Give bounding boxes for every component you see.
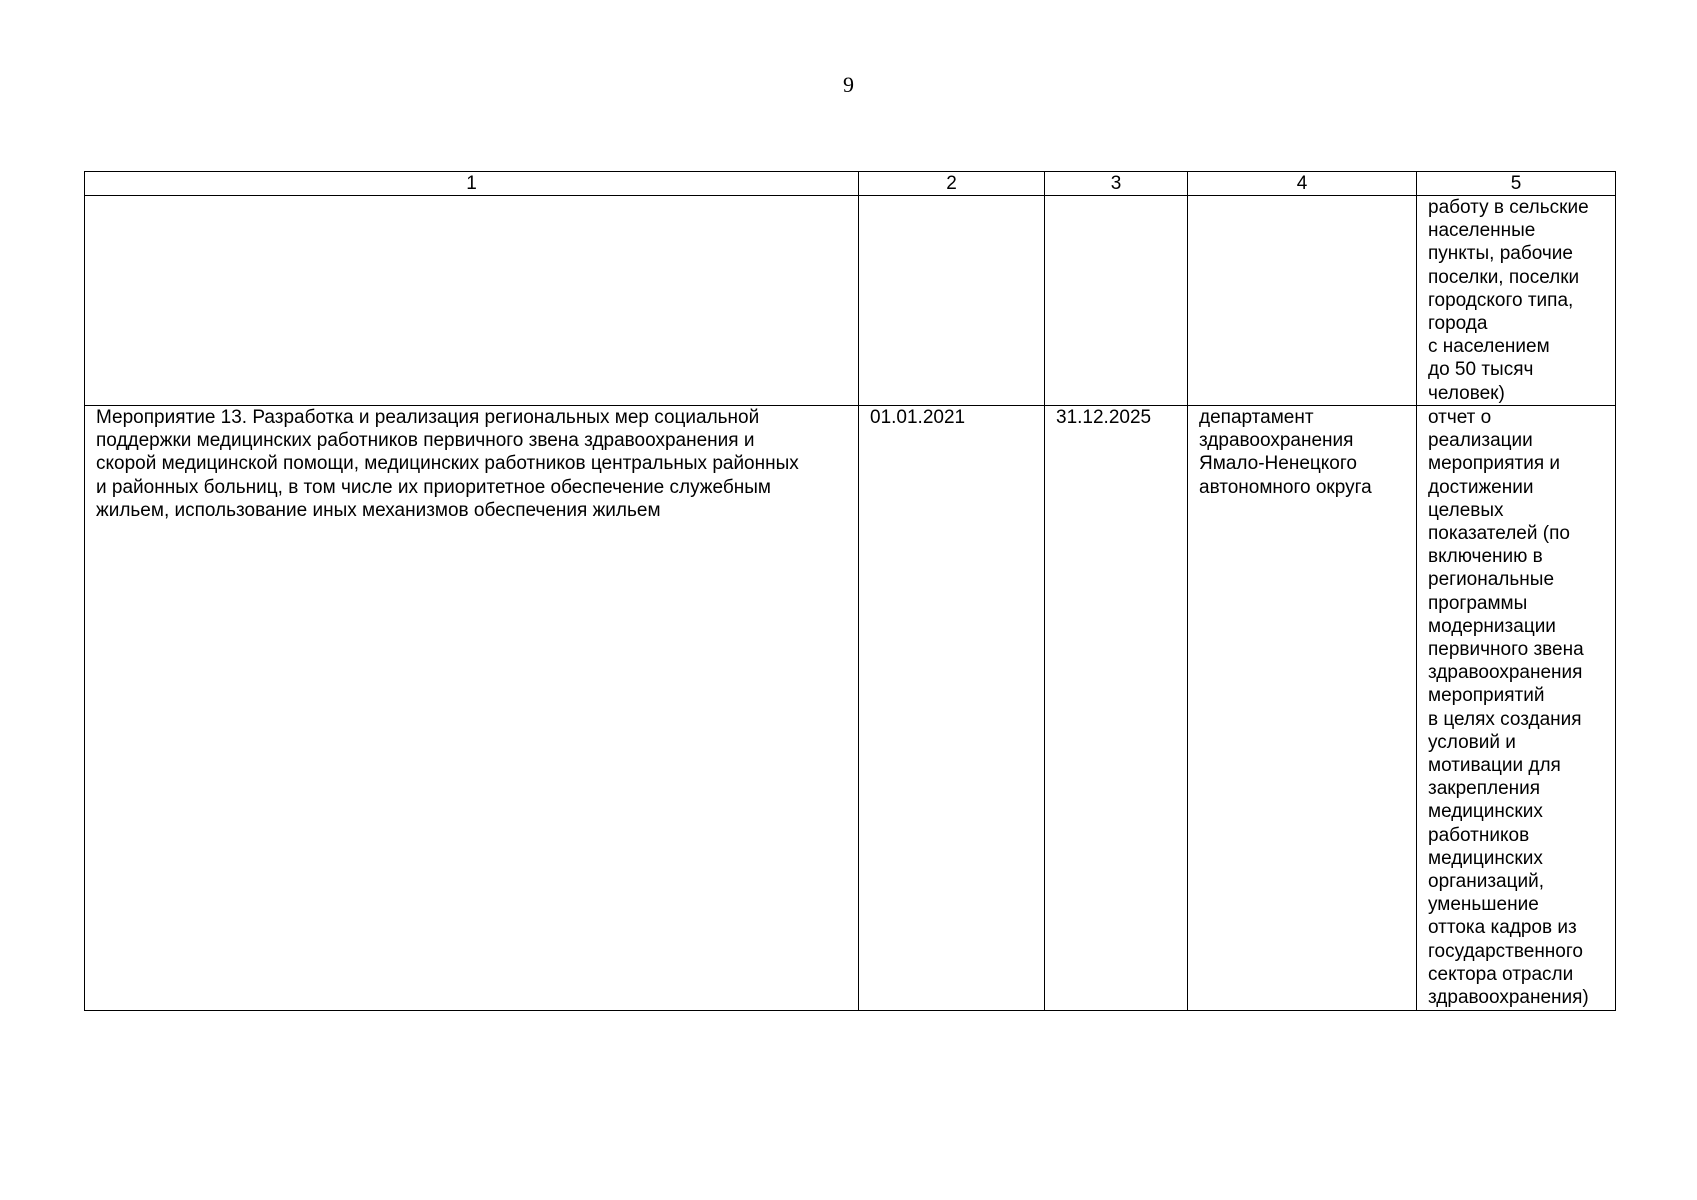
- column-number-row: [85, 172, 1616, 196]
- result-cell: [1417, 196, 1616, 406]
- measure-name-cell: [85, 406, 859, 1011]
- table-row: [85, 196, 1616, 406]
- column-number-2: 2: [859, 172, 1045, 196]
- start-date: 01.01.2021: [870, 407, 966, 428]
- page-number: 9: [843, 72, 854, 97]
- expected-result: работу в сельские населенные пункты, рабочие поселки, поселки городского типа, города с населением до 50 тысяч человек): [1428, 197, 1589, 404]
- column-number-3: 3: [1045, 172, 1188, 196]
- end-date-cell: [1045, 196, 1188, 406]
- measure-name-cell: [85, 196, 859, 406]
- responsible-cell: [1188, 406, 1417, 1011]
- expected-result: отчет о реализации мероприятия и достижении целевых показателей (по включению в региональные программы модернизации первичного звена здравоохранения мероприятий в целях создания условий и мотивации для закрепления медицинских работников медицинских организаций, уменьшение оттока кадров из государственного сектора отрасли здравоохранения): [1428, 407, 1589, 1009]
- end-date-cell: [1045, 406, 1188, 1011]
- column-number-5: 5: [1417, 172, 1616, 196]
- column-number-4: 4: [1188, 172, 1417, 196]
- responsible-executor: департамент здравоохранения Ямало-Ненецкого автономного округа: [1199, 407, 1372, 498]
- start-date-cell: [859, 196, 1045, 406]
- table-row: [85, 406, 1616, 1011]
- column-number-1: 1: [85, 172, 859, 196]
- measure-name: Мероприятие 13. Разработка и реализация региональных мер социальной поддержки медицинских работников первичного звена здравоохранения и скорой медицинской помощи, медицинских работников центральных районных и районных больниц, в том числе их приоритетное обеспечение служебным жильем, использование иных механизмов обеспечения жильем: [96, 407, 799, 521]
- start-date-cell: [859, 406, 1045, 1011]
- end-date: 31.12.2025: [1056, 407, 1152, 428]
- responsible-cell: [1188, 196, 1417, 406]
- result-cell: [1417, 406, 1616, 1011]
- measures-table: [84, 171, 1616, 1011]
